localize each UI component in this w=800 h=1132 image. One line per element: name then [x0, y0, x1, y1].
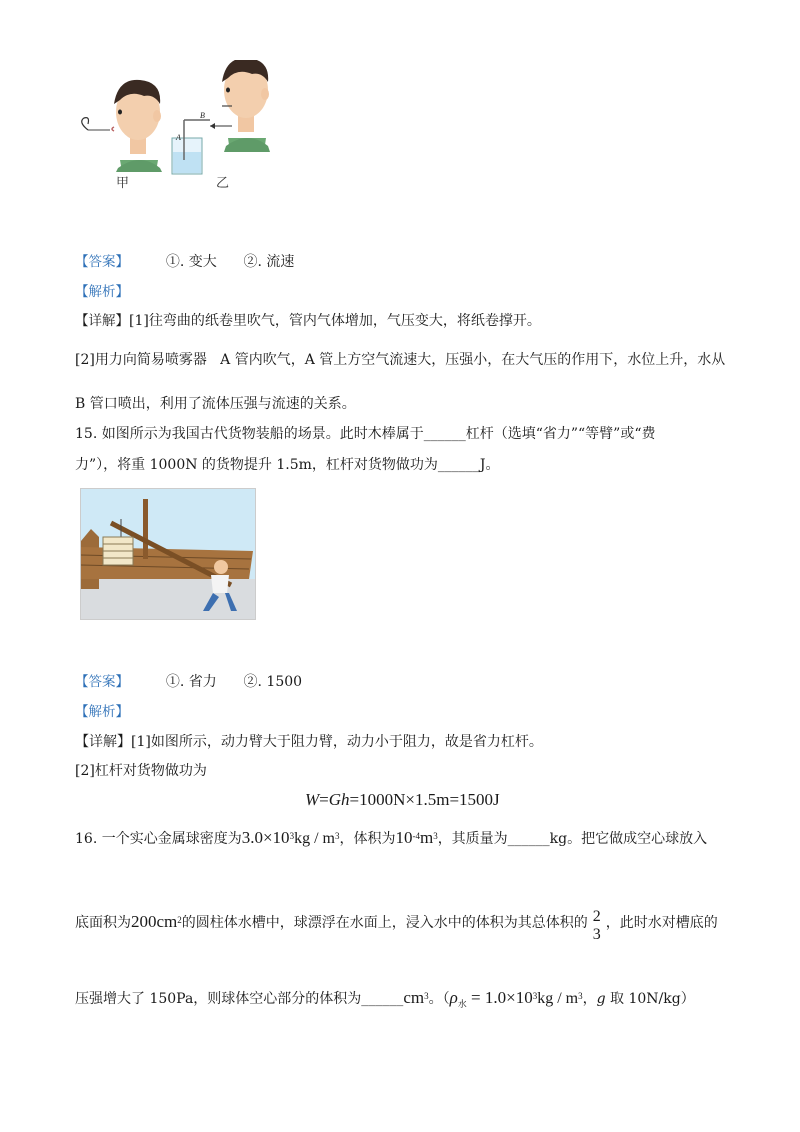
q15-question-line-1	[75, 424, 656, 444]
q15-question-line-2	[75, 455, 500, 475]
label-b: B	[200, 111, 205, 120]
q16-line-3	[75, 988, 695, 1015]
q16-text-3b: 。（	[428, 991, 450, 1007]
q14-analysis-line	[75, 282, 129, 302]
q14-answer-line	[75, 252, 294, 272]
q16-line-1	[75, 828, 707, 849]
area-value: $200cm^2$	[131, 912, 182, 931]
q16-text-1c: ，其质量为______kg。把它做成空心球放入	[437, 831, 708, 847]
detail-tag: 【详解】	[75, 734, 131, 750]
blowing-figure-drawing	[70, 60, 290, 195]
analysis-tag: 【解析】	[75, 704, 129, 720]
formula-eq: =	[319, 790, 329, 809]
ship-loading-figure	[80, 488, 256, 620]
q16-text-3a: 压强增大了 150Pa，则球体空心部分的体积为______	[75, 991, 404, 1007]
answer-tag: 【答案】	[75, 674, 129, 690]
detail-tag: 【详解】	[75, 313, 129, 329]
rho-subscript: 水	[457, 999, 467, 1010]
beaker-illustration	[172, 111, 232, 174]
q15-detail-line-2	[75, 761, 207, 781]
q14-detail-3: B 管口喷出，利用了流体压强与流速的关系。	[75, 396, 356, 412]
label-a: A	[176, 133, 181, 142]
formula-w: W	[305, 790, 320, 809]
formula-rest: =1000N×1.5m=1500J	[349, 790, 500, 809]
label-yi: 乙	[216, 176, 230, 191]
q14-detail-line-2	[75, 350, 725, 370]
q15-answer-text: ①. 省力 ②. 1500	[165, 674, 303, 690]
cm3-unit: $cm^3$	[403, 988, 429, 1007]
g-symbol: g	[596, 991, 606, 1007]
formula-gh: Gh	[328, 790, 350, 809]
q16-text-2c: ，此时水对槽底的	[605, 915, 718, 931]
q14-detail-line-1	[75, 311, 541, 331]
rho-value: = $1.0\times 10^3kg / m^3$	[466, 988, 583, 1007]
q15-analysis-line	[75, 702, 129, 722]
q15-question-2: 力”），将重 1000N 的货物提升 1.5m，杠杆对货物做功为______J。	[75, 457, 500, 473]
answer-tag: 【答案】	[75, 254, 129, 270]
volume-value: $10^{-4}m^3$	[395, 828, 438, 847]
q14-detail-2: [2]用力向简易喷雾器 A 管内吹气，A 管上方空气流速大，压强小，在大气压的作用下，水位上升，水从	[75, 352, 726, 368]
q15-question-1: 15. 如图所示为我国古代货物装船的场景。此时木棒属于______杠杆（选填“省力”“等臂”或“费	[75, 426, 656, 442]
q16-text-1a: 16. 一个实心金属球密度为	[75, 831, 242, 847]
q16-text-1b: ，体积为	[339, 831, 396, 847]
boy-left-illustration	[82, 80, 162, 172]
label-jia: 甲	[116, 176, 130, 191]
q14-detail-line-3	[75, 394, 356, 414]
q15-answer-line	[75, 672, 302, 692]
ship-loading-drawing	[81, 489, 255, 619]
density-value: $3.0\times 10^3kg / m^3$	[241, 828, 340, 847]
q14-answer-text: ①. 变大 ②. 流速	[165, 254, 295, 270]
q16-text-2a: 底面积为	[75, 915, 131, 931]
analysis-tag: 【解析】	[75, 284, 129, 300]
fraction-two-thirds: 2 3	[592, 908, 601, 943]
q16-text-3c: ，	[582, 991, 597, 1007]
q15-detail-1: [1]如图所示，动力臂大于阻力臂，动力小于阻力，故是省力杠杆。	[131, 734, 543, 750]
q16-text-3d: 取 10N/kg）	[605, 991, 695, 1007]
work-formula	[305, 790, 500, 810]
blowing-figure	[70, 60, 290, 195]
q15-detail-line-1	[75, 732, 543, 752]
q14-detail-1: [1]往弯曲的纸卷里吹气，管内气体增加，气压变大，将纸卷撑开。	[129, 313, 541, 329]
rho-symbol: ρ	[449, 988, 458, 1007]
q16-text-2b: 的圆柱体水槽中，球漂浮在水面上，浸入水中的体积为其总体积的	[181, 915, 588, 931]
q16-line-2	[75, 908, 718, 944]
boy-right-illustration	[222, 60, 270, 152]
q15-detail-2: [2]杠杆对货物做功为	[75, 763, 207, 779]
